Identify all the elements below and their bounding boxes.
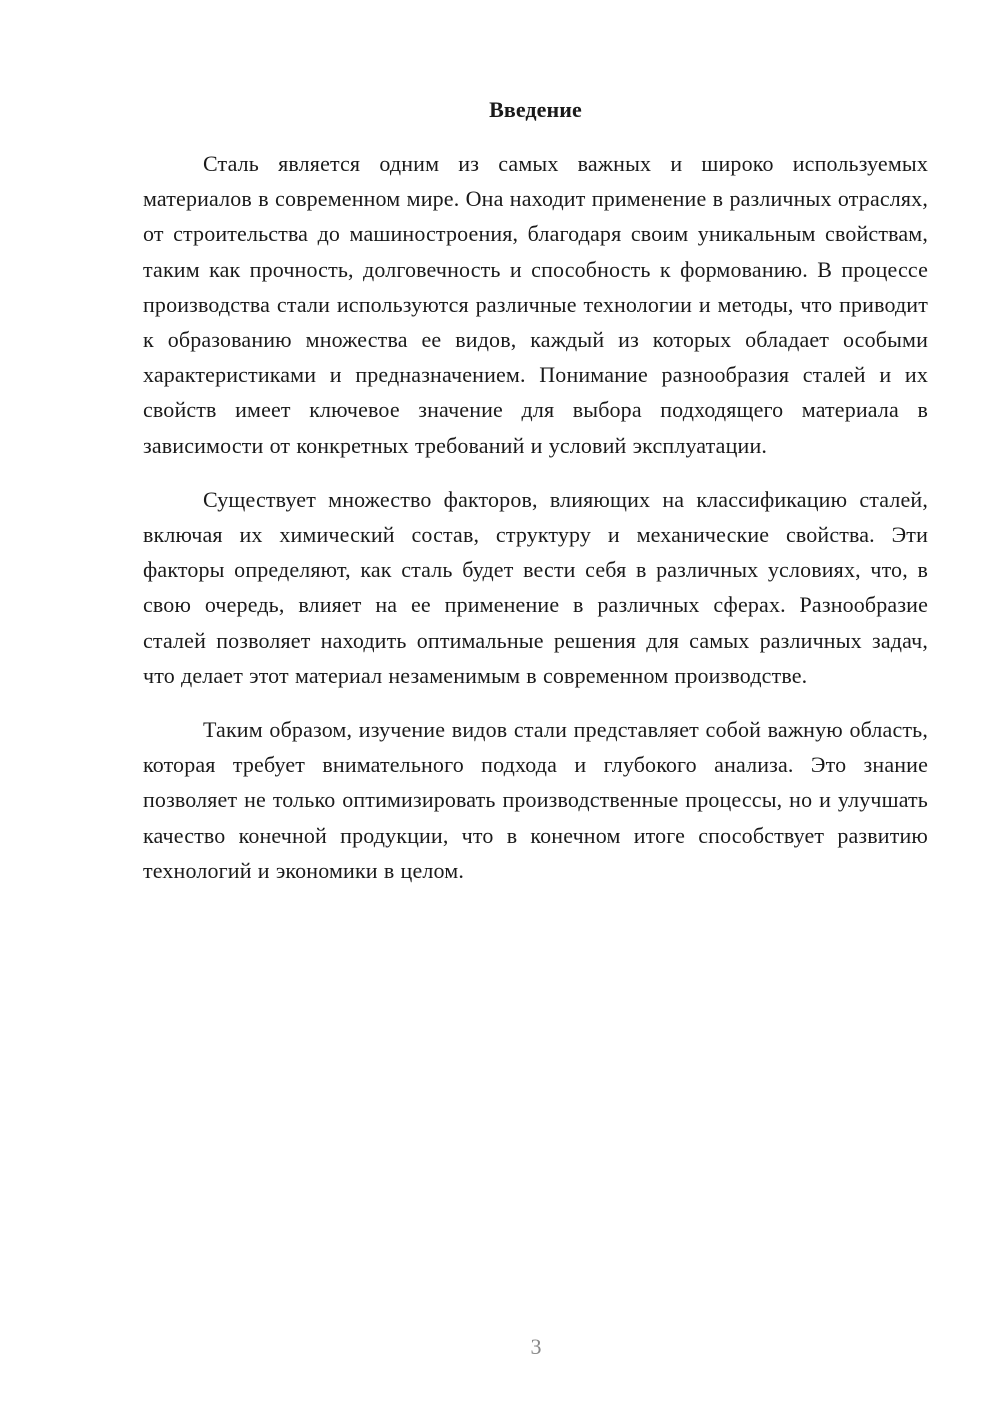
- paragraph-intro: Сталь является одним из самых важных и широко используемых материалов в современном мире. Она находит применение в различных отраслях, от строительства до машиностроения, благодаря своим уникальным свойствам, таким как прочность, долговечность и способность к формованию. В процессе производства стали используются различные технологии и методы, что приводит к образованию множества ее видов, каждый из которых обладает особыми характеристиками и предназначением. Понимание разнообразия сталей и их свойств имеет ключевое значение для выбора подходящего материала в зависимости от конкретных требований и условий эксплуатации.: [143, 151, 928, 458]
- section-heading: Введение: [489, 97, 582, 122]
- paragraph-factors: Существует множество факторов, влияющих на классификацию сталей, включая их химический состав, структуру и механические свойства. Эти факторы определяют, как сталь будет вести себя в различных условиях, что, в свою очередь, влияет на ее применение в различных сферах. Разнообразие сталей позволяет находить оптимальные решения для самых различных задач, что делает этот материал незаменимым в современном производстве.: [143, 486, 928, 688]
- page-content: [143, 92, 928, 907]
- page-number: 3: [530, 1334, 542, 1359]
- paragraph-conclusion: Таким образом, изучение видов стали представляет собой важную область, которая требует внимательного подхода и глубокого анализа. Это знание позволяет не только оптимизировать производственные процессы, но и улучшать качество конечной продукции, что в конечном итоге способствует развитию технологий и экономики в целом.: [143, 717, 928, 883]
